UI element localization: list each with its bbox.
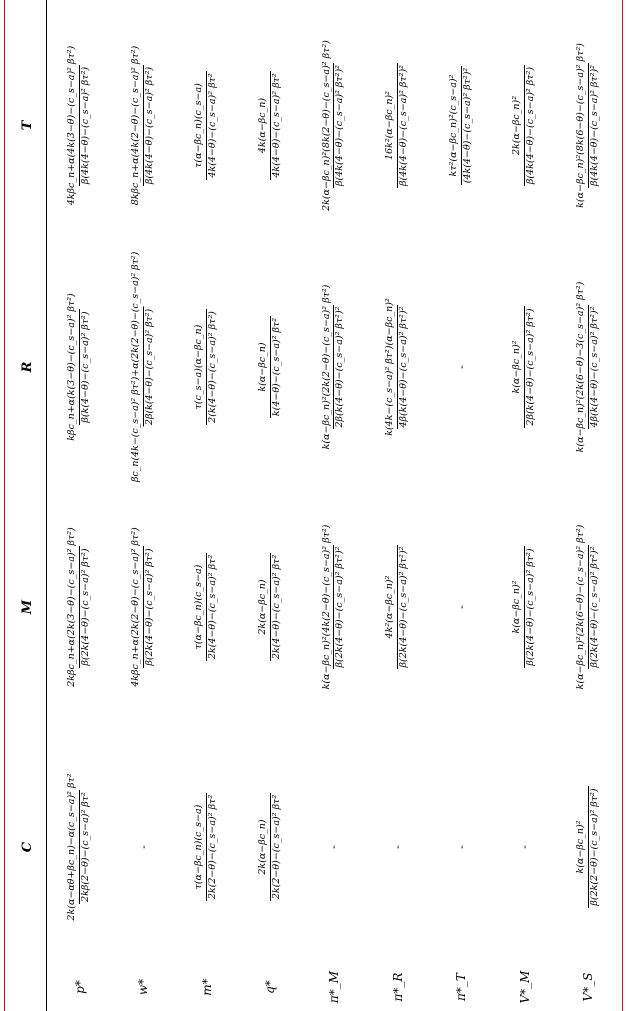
fraction	[67, 44, 92, 208]
numerator: 4k²(α−βc_n)²	[384, 575, 396, 639]
cell-r	[493, 247, 557, 487]
denominator: 2β(k(4−θ)−(c_s−a)² βτ²)²	[334, 306, 346, 428]
numerator: τ(α−βc_n)(c_s−a)	[193, 83, 205, 168]
fraction	[258, 71, 283, 179]
denominator: β(2k(2−θ)−(c_s−a)² βτ²)	[588, 788, 600, 906]
cell-t	[239, 4, 303, 247]
numerator: k(α−βc_n)²	[511, 340, 523, 394]
denominator: 2β(k(4−θ)−(c_s−a)² βτ²)	[143, 308, 155, 426]
fraction	[131, 44, 156, 208]
table-row	[239, 0, 303, 1011]
numerator: k(α−βc_n)²(8k(6−θ)−(c_s−a)² βτ²)	[574, 43, 586, 208]
cell-m	[112, 487, 176, 727]
denominator: β(4k(4−θ)−(c_s−a)² βτ²)²	[334, 65, 346, 186]
denominator: β(2k(4−θ)−(c_s−a)² βτ²)²	[588, 546, 600, 668]
cell-c	[556, 727, 620, 967]
fraction	[194, 309, 219, 425]
denominator: β(2k(4−θ)−(c_s−a)² βτ²)²	[334, 546, 346, 668]
cell-t	[302, 4, 366, 247]
denominator: 4β(k(4−θ)−(c_s−a)² βτ²)²	[398, 306, 410, 428]
table-row	[556, 0, 620, 1011]
denominator: 4β(k(4−θ)−(c_s−a)² βτ²)²	[588, 306, 600, 428]
numerator: τ(α−βc_n)(c_s−a)	[193, 804, 205, 890]
fraction	[194, 793, 219, 901]
row-label: p*	[72, 980, 87, 994]
cell-m	[175, 487, 239, 727]
fraction	[385, 545, 410, 670]
numerator: 2k(α−βc_n)²	[511, 95, 523, 156]
cell-c	[366, 727, 430, 967]
cell-c	[175, 727, 239, 967]
denominator: β(4k(4−θ)−(c_s−a)² βτ²)	[143, 66, 155, 185]
cell-m	[493, 487, 557, 727]
denominator: β(4k(4−θ)−(c_s−a)² βτ²)	[525, 66, 537, 185]
fraction	[67, 771, 92, 922]
empty-dash: -	[454, 605, 468, 609]
numerator: kτ²(α−βc_n)²(c_s−a)²	[447, 74, 459, 177]
numerator: 2k(α−βc_n)	[257, 579, 268, 635]
numerator: τ(c_s−a)(α−βc_n)	[193, 324, 205, 410]
denominator: 2k(2−θ)−(c_s−a)² βτ²	[207, 794, 219, 900]
bottom-rule	[622, 0, 623, 1011]
fraction	[385, 296, 410, 438]
cell-r	[48, 247, 112, 487]
empty-dash: -	[327, 845, 341, 849]
numerator: 2kβc_n+α(2k(3−θ)−(c_s−a)² βτ²)	[66, 527, 78, 687]
fraction	[322, 283, 347, 452]
cell-c	[302, 727, 366, 967]
fraction	[258, 316, 283, 418]
cell-t	[493, 4, 557, 247]
denominator: 4k(4−θ)−(c_s−a)² βτ²	[207, 73, 219, 178]
denominator: β(2k(4−θ)−(c_s−a)² βτ²)	[80, 548, 92, 666]
denominator: 2k(4−θ)−(c_s−a)² βτ²	[207, 554, 219, 660]
column-header-r: R	[19, 361, 35, 373]
fraction	[322, 523, 347, 692]
numerator: k(α−βc_n)²(2k(6−θ)−3(c_s−a)² βτ²)	[574, 281, 586, 453]
header-rule	[46, 0, 47, 1011]
cell-m	[239, 487, 303, 727]
cell-r	[366, 247, 430, 487]
numerator: k(α−βc_n)	[257, 342, 268, 392]
fraction	[131, 250, 156, 484]
cell-r	[302, 247, 366, 487]
numerator: 2k(α−βc_n)	[257, 819, 268, 875]
cell-m	[366, 487, 430, 727]
denominator: β(4k(4−θ)−(c_s−a)² βτ²)²	[398, 65, 410, 186]
cell-m	[556, 487, 620, 727]
numerator: βc_n(4k−(c_s−a)² βτ²)+α(2k(2−θ)−(c_s−a)² βτ²)	[130, 251, 141, 483]
cell-c	[48, 727, 112, 967]
cell-c	[112, 727, 176, 967]
cell-c	[429, 727, 493, 967]
row-label: m*	[199, 978, 214, 996]
table-row	[366, 0, 430, 1011]
denominator: β(2k(4−θ)−(c_s−a)² βτ²)	[525, 548, 537, 666]
numerator: k(α−βc_n)²(2k(2−θ)−(c_s−a)² βτ²)	[320, 284, 332, 450]
denominator: β(4k(4−θ)−(c_s−a)² βτ²)	[80, 66, 92, 185]
fraction	[258, 793, 283, 901]
fraction	[576, 280, 601, 455]
cell-r	[429, 247, 493, 487]
denominator: k(4−θ)−(c_s−a)² βτ²	[270, 317, 282, 417]
denominator: β(k(4−θ)−(c_s−a)² βτ²)	[80, 311, 92, 423]
fraction	[67, 291, 92, 442]
empty-dash: -	[518, 845, 532, 849]
table-row	[112, 0, 176, 1011]
fraction	[258, 553, 283, 661]
fraction	[322, 38, 347, 213]
cell-r	[112, 247, 176, 487]
fraction	[194, 71, 219, 179]
cell-m	[48, 487, 112, 727]
numerator: 16k²(α−βc_n)²	[384, 91, 396, 160]
fraction	[576, 786, 601, 907]
denominator: β(2k(4−θ)−(c_s−a)² βτ²)	[143, 548, 155, 666]
denominator: 2β(k(4−θ)−(c_s−a)² βτ²)	[525, 308, 537, 426]
row-label: q*	[263, 980, 278, 994]
row-label: π*_R	[390, 972, 405, 1002]
fraction	[131, 525, 156, 689]
cell-r	[175, 247, 239, 487]
fraction	[449, 66, 474, 185]
numerator: 4kβc_n+α(4k(3−θ)−(c_s−a)² βτ²)	[66, 45, 78, 206]
denominator: (4k(4−θ)−(c_s−a)² βτ²)²	[461, 67, 473, 184]
row-label: V*_S	[581, 972, 596, 1002]
cell-m	[302, 487, 366, 727]
fraction	[512, 546, 537, 667]
column-header-c: C	[19, 841, 35, 853]
numerator: 4k(α−βc_n)	[257, 97, 268, 154]
cell-t	[175, 4, 239, 247]
column-header-t: T	[19, 120, 35, 131]
fraction	[576, 523, 601, 692]
fraction	[194, 553, 219, 661]
numerator: 2k(α−βc_n)²(8k(2−θ)−(c_s−a)² βτ²)	[320, 40, 332, 211]
cell-t	[112, 4, 176, 247]
numerator: 8kβc_n+α(4k(2−θ)−(c_s−a)² βτ²)	[129, 45, 141, 206]
cell-t	[48, 4, 112, 247]
row-label: w*	[136, 978, 151, 996]
cell-c	[239, 727, 303, 967]
cell-t	[556, 4, 620, 247]
cell-r	[556, 247, 620, 487]
column-header-m: M	[19, 599, 35, 615]
denominator: 2k(2−θ)−(c_s−a)² βτ²	[270, 794, 282, 900]
numerator: kβc_n+α(k(3−θ)−(c_s−a)² βτ²)	[66, 293, 78, 441]
denominator: β(2k(4−θ)−(c_s−a)² βτ²)²	[398, 546, 410, 668]
fraction	[385, 63, 410, 188]
numerator: k(α−βc_n)²(4k(2−θ)−(c_s−a)² βτ²)	[320, 524, 332, 690]
row-label: π*_T	[454, 973, 469, 1001]
denominator: 2k(4−θ)−(c_s−a)² βτ²	[270, 554, 282, 660]
cell-c	[493, 727, 557, 967]
empty-dash: -	[454, 365, 468, 369]
table-row	[493, 0, 557, 1011]
denominator: 2kβ(2−θ)−(c_s−a)² βτ²	[80, 792, 92, 902]
denominator: 4k(4−θ)−(c_s−a)² βτ²	[270, 73, 282, 178]
table-row	[429, 0, 493, 1011]
numerator: k(4k−(c_s−a)² βτ²)(α−βc_n)²	[384, 298, 396, 436]
row-label: V*_M	[517, 970, 532, 1004]
denominator: 2(k(4−θ)−(c_s−a)² βτ²)	[207, 311, 219, 423]
fraction	[512, 65, 537, 186]
table-row	[48, 0, 112, 1011]
fraction	[576, 41, 601, 210]
empty-dash: -	[454, 845, 468, 849]
table-row	[175, 0, 239, 1011]
cell-m	[429, 487, 493, 727]
cell-r	[239, 247, 303, 487]
empty-dash: -	[391, 845, 405, 849]
empty-dash: -	[136, 845, 150, 849]
numerator: 2k(α−αθ+βc_n)−α(c_s−a)² βτ²	[66, 773, 78, 921]
table-row	[302, 0, 366, 1011]
numerator: k(α−βc_n)²	[511, 580, 523, 634]
denominator: β(4k(4−θ)−(c_s−a)² βτ²)²	[588, 65, 600, 186]
numerator: 4kβc_n+α(2k(2−θ)−(c_s−a)² βτ²)	[129, 527, 141, 687]
numerator: k(α−βc_n)²(2k(6−θ)−(c_s−a)² βτ²)	[574, 524, 586, 690]
fraction	[512, 306, 537, 427]
top-rule	[4, 0, 5, 1011]
cell-t	[366, 4, 430, 247]
numerator: k(α−βc_n)²	[574, 820, 586, 874]
numerator: τ(α−βc_n)(c_s−a)	[193, 564, 205, 650]
cell-t	[429, 4, 493, 247]
row-label: π*_M	[326, 970, 341, 1004]
fraction	[67, 525, 92, 689]
